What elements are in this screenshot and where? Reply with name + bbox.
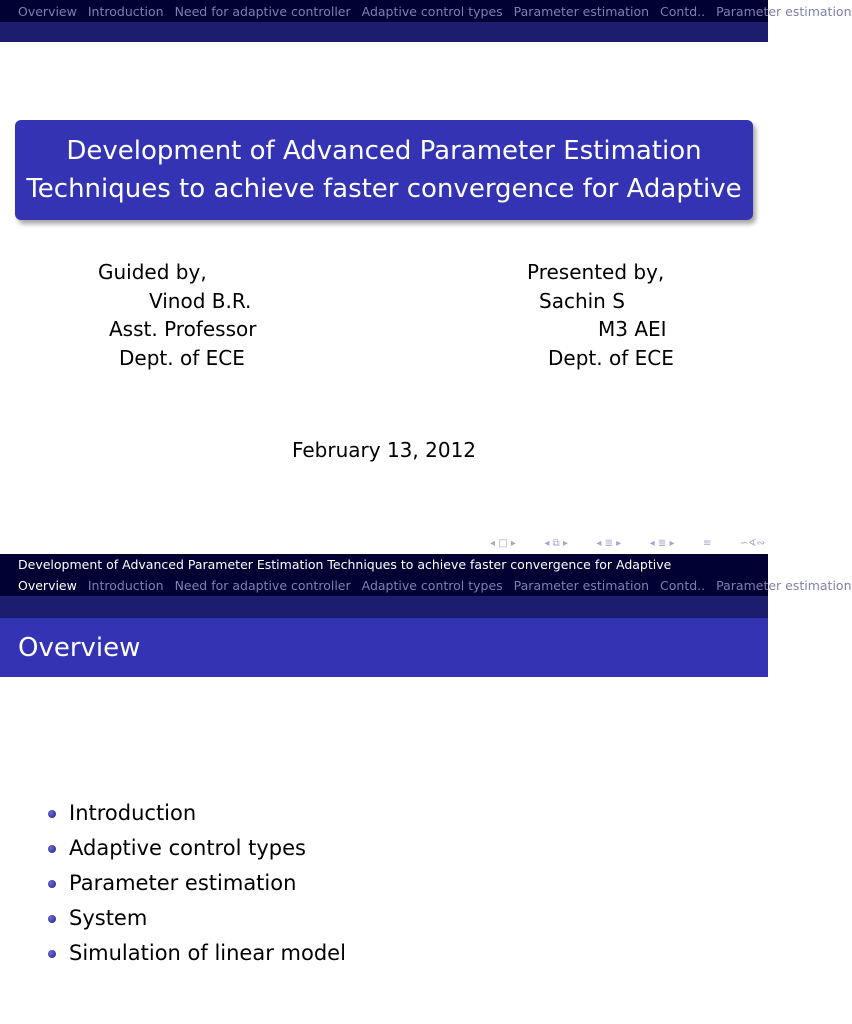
list-item xyxy=(48,901,346,936)
presentation-headline xyxy=(0,554,768,574)
nav-item-parameter-estimation[interactable]: Parameter estimation xyxy=(513,577,650,593)
bullet-text: Adaptive control types xyxy=(69,836,306,860)
bullet-icon xyxy=(48,845,56,853)
nav-item-overview[interactable]: Overview xyxy=(18,3,77,19)
presenter-heading: Presented by, xyxy=(527,260,665,284)
presenter-program: M3 AEI xyxy=(598,317,667,341)
nav-item-need-for-adaptive-controller[interactable]: Need for adaptive controller xyxy=(174,577,351,593)
guide-name: Vinod B.R. xyxy=(149,289,252,313)
title-line-1: Development of Advanced Parameter Estimation xyxy=(66,136,702,166)
nav-item-parameter-estimation-2[interactable]: Parameter estimation xyxy=(716,3,852,19)
presenter-name: Sachin S xyxy=(539,289,625,313)
bullet-icon xyxy=(48,950,56,958)
bullet-icon xyxy=(48,915,56,923)
section-nav-icon[interactable]: ◂ ≣ ▸ xyxy=(596,537,622,549)
headline-text: Development of Advanced Parameter Estimation Techniques to achieve faster convergence for Adaptive xyxy=(18,556,672,572)
guide-heading: Guided by, xyxy=(98,260,207,284)
overview-slide xyxy=(0,554,852,1024)
document-nav-icon[interactable]: ◂ ≣ ▸ xyxy=(649,537,675,549)
list-item xyxy=(48,936,346,971)
nav-item-need-for-adaptive-controller[interactable]: Need for adaptive controller xyxy=(174,3,351,19)
bullet-text: System xyxy=(69,906,148,930)
bullet-text: Introduction xyxy=(69,801,197,825)
title-line-2: Techniques to achieve faster convergence for Adaptive xyxy=(26,174,742,204)
section-navigation-bar xyxy=(0,574,852,596)
nav-item-contd[interactable]: Contd.. xyxy=(660,3,706,19)
bullet-icon xyxy=(48,810,56,818)
nav-item-contd[interactable]: Contd.. xyxy=(660,577,706,593)
nav-item-adaptive-control-types[interactable]: Adaptive control types xyxy=(361,577,503,593)
frame-title: Overview xyxy=(18,632,141,663)
nav-subsection-bar xyxy=(0,22,768,42)
bullet-icon xyxy=(48,880,56,888)
subsection-nav-icon[interactable]: ◂ ⧉ ▸ xyxy=(544,537,568,549)
nav-subsection-bar xyxy=(0,596,768,618)
beamer-navigation-controls xyxy=(490,535,765,551)
nav-item-introduction[interactable]: Introduction xyxy=(87,577,164,593)
frame-title-bar xyxy=(0,618,768,677)
list-item xyxy=(48,831,346,866)
nav-item-parameter-estimation-2[interactable]: Parameter estimation xyxy=(716,577,852,593)
bullet-text: Simulation of linear model xyxy=(69,941,346,965)
nav-item-overview[interactable]: Overview xyxy=(18,577,77,593)
presenter-department: Dept. of ECE xyxy=(548,346,674,370)
list-item xyxy=(48,796,346,831)
search-back-forward-icon[interactable]: ∽∢∾ xyxy=(739,537,765,549)
section-navigation-bar xyxy=(0,0,852,22)
title-block xyxy=(15,120,753,220)
list-item xyxy=(48,866,346,901)
frame-nav-icon[interactable]: ◂ □ ▸ xyxy=(490,537,516,549)
bullet-text: Parameter estimation xyxy=(69,871,297,895)
presentation-date: February 13, 2012 xyxy=(291,438,477,462)
guide-department: Dept. of ECE xyxy=(119,346,245,370)
nav-item-introduction[interactable]: Introduction xyxy=(87,3,164,19)
appendix-nav-icon[interactable]: ≡ xyxy=(702,537,712,549)
overview-bullet-list xyxy=(48,796,346,971)
nav-item-adaptive-control-types[interactable]: Adaptive control types xyxy=(361,3,503,19)
guide-designation: Asst. Professor xyxy=(109,317,257,341)
nav-item-parameter-estimation[interactable]: Parameter estimation xyxy=(513,3,650,19)
